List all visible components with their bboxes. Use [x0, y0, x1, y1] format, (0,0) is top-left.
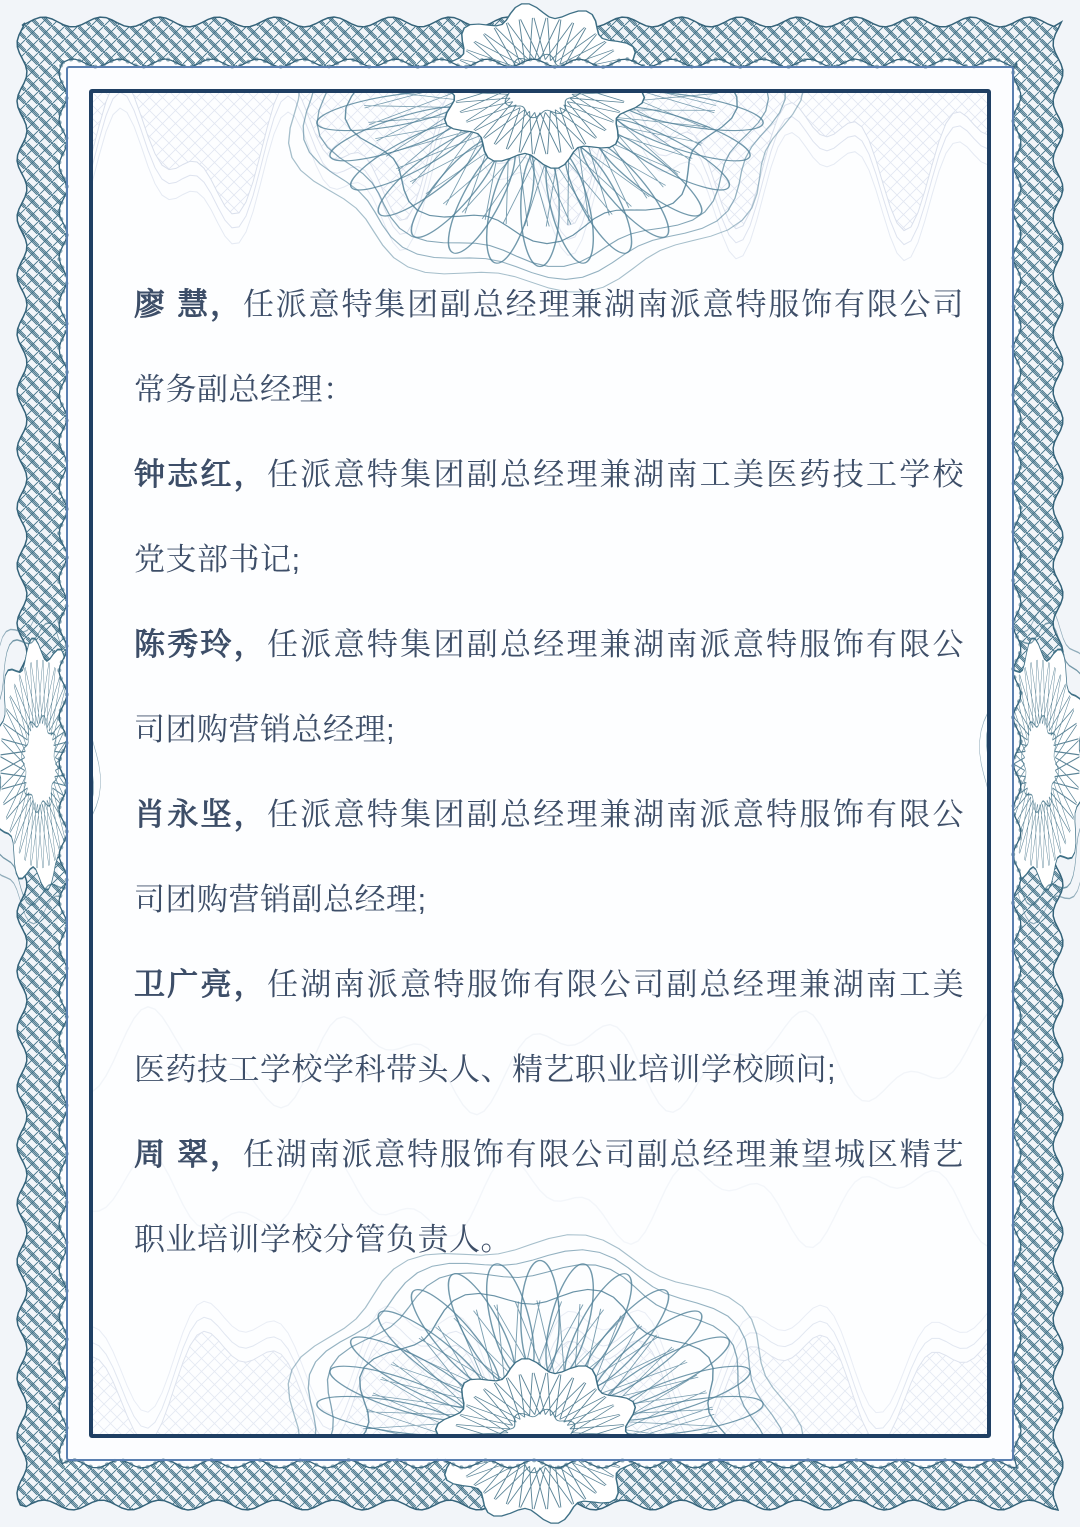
text-line	[134, 347, 964, 432]
appointment-phrase: 职业培训学校分管负责人。	[134, 1222, 512, 1257]
appointment-phrase: 任湖南派意特服饰有限公司副总经理兼望城区精艺	[242, 1137, 964, 1172]
appointment-phrase: 司团购营销总经理;	[134, 712, 396, 747]
text-line	[134, 1112, 964, 1197]
person-name: 卫广亮，	[134, 967, 268, 1002]
appointment-text	[134, 262, 964, 1282]
appointment-phrase: 医药技工学校学科带头人、精艺职业培训学校顾问;	[134, 1052, 837, 1087]
text-line	[134, 857, 964, 942]
appointment-phrase: 任派意特集团副总经理兼湖南派意特服饰有限公	[267, 627, 965, 662]
appointment-phrase: 常务副总经理：	[134, 372, 355, 407]
appointment-phrase: 司团购营销副总经理;	[134, 882, 427, 917]
text-line	[134, 517, 964, 602]
text-line	[134, 262, 964, 347]
text-line	[134, 432, 964, 517]
text-line	[134, 942, 964, 1027]
person-name: 钟志红，	[134, 457, 268, 492]
text-line	[134, 772, 964, 857]
person-name: 陈秀玲，	[134, 627, 268, 662]
appointment-phrase: 任派意特集团副总经理兼湖南派意特服饰有限公司	[242, 287, 964, 322]
appointment-phrase: 任派意特集团副总经理兼湖南工美医药技工学校	[267, 457, 965, 492]
person-name: 廖 慧，	[134, 287, 243, 322]
text-line	[134, 1197, 964, 1282]
text-line	[134, 1027, 964, 1112]
person-name: 周 翠，	[134, 1137, 243, 1172]
text-line	[134, 602, 964, 687]
text-line	[134, 687, 964, 772]
appointment-phrase: 任湖南派意特服饰有限公司副总经理兼湖南工美	[267, 967, 965, 1002]
appointment-phrase: 任派意特集团副总经理兼湖南派意特服饰有限公	[267, 797, 965, 832]
person-name: 肖永坚，	[134, 797, 268, 832]
appointment-phrase: 党支部书记;	[134, 542, 301, 577]
